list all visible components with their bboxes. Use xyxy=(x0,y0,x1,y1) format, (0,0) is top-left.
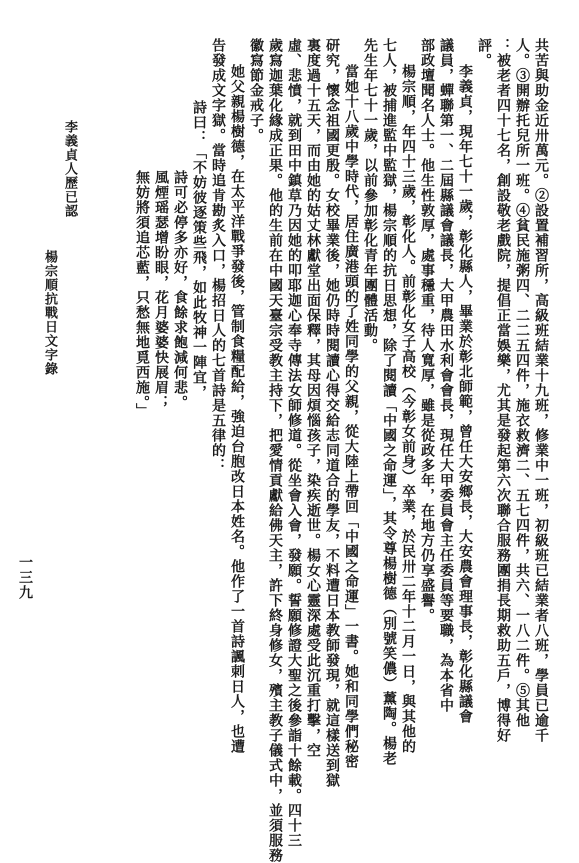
text-column-13: 裏度過十五天，而由她的姑丈林獻堂出面保釋，其母因煩惱孩子，染疾逝世。楊女心靈深處受此沉重打擊，空 xyxy=(305,38,321,758)
text-column-8: 楊宗順，年四十三歲，彰化人。前彰化女子高校（今彰女前身）卒業，於民卅二年十二月一日，與其他的 xyxy=(400,64,416,754)
text-column-16: 徽寫節金戒子。 xyxy=(248,38,264,143)
text-column-17: 她父親楊樹德，在太平洋戰爭發後，管制食糧配給，強迫台胞改日本姓名。他作了一首詩諷刺日人，也遭 xyxy=(229,64,245,754)
text-column-11: 當她十八歲中學時代，居住廣港頭的了姓同學的父親，從大陸上帶回「中國之命運」一書。她和同學們秘密 xyxy=(343,64,359,769)
text-column-12: 研究，懷念祖國更殷。女校畢業後，她仍時時閱讀心得交給志同道合的學友，不料遭日本教師發現，就這樣送到獄 xyxy=(324,38,340,788)
page-number: 一三九 xyxy=(17,555,33,600)
text-column-3: ：被老者四十七名，創設敬老戲院，提倡正當娛樂，尤其是發起第六次聯合服務團捐長期救助五戶，博得好 xyxy=(495,38,511,743)
text-column-2: 人。③開辦托兒所一班。④貧民施粥四、二二五四件，施衣救濟二、五七四件，共六、一八二件。⑤其他 xyxy=(514,38,530,728)
poem-line-4: 無妨將須追芯藍，只愁無地覓西施。」 xyxy=(134,170,150,418)
text-column-7: 部政壇聞名人士。他生性敦厚，處事穩重，待人寬厚，雖是從政多年，在地方仍享盛譽。 xyxy=(419,38,435,623)
poem-line-2: 詩可必停多亦好，食餘求飽減何悲。 xyxy=(172,170,188,410)
text-column-5: 李義貞，現年七十一歲，彰化縣人，畢業於彰北師範，曾任大安鄉長，大安農會理事長，彰化縣議會 xyxy=(457,64,473,724)
text-column-15: 歲寫迦葉化緣成正果。他的生前在中國天臺宗受教主持下，把愛情貢獻給佛天主，許下終身修女，殯主教子儀式中，並須服務 xyxy=(267,38,283,863)
running-header-1: 李義貞人歷已認 xyxy=(62,120,77,218)
text-column-18: 告發成文字獄。當時追肯勘炙入口，楊招日人的七首詩是五律的： xyxy=(210,38,226,473)
poem-line-3: 風煙瑶瑟增盼眼，花月婆婆快展眉； xyxy=(153,170,169,410)
text-column-9: 七人，被捕進監中監獄，楊宗順的抗日思想，除了閱讀「中國之命運」，其令尊楊樹德（別號笑儂）薰陶。楊老 xyxy=(381,38,397,766)
text-column-1: 共苦與助金近卅萬元。②設置補習所，高級班結業十九班，修業中一班，初級班已結業者八班，學員已逾千 xyxy=(533,38,549,743)
running-header-2: 楊宗順抗戰日文字錄 xyxy=(42,250,57,376)
text-column-10: 先生年七十一歲，以前參加彰化青年團體活動。 xyxy=(362,38,378,353)
text-column-6: 議員，蟬聯第一、二屆縣議會議長，大甲農田水利會會長，現任大甲委員會主任委員等要職，為本省中 xyxy=(438,38,454,713)
text-column-14: 虛、悲憤，就到田中鎮草乃因她的叩耶迦心奉寺傳法女師修道。從坐會入會，發願。誓願修證大聖之後參詣十餘載。四十三 xyxy=(286,38,302,848)
poem-line-1: 詩曰：「不妨彼逐策些飛，如此牧神一陣宜， xyxy=(191,100,207,400)
text-column-4: 評。 xyxy=(476,38,492,68)
